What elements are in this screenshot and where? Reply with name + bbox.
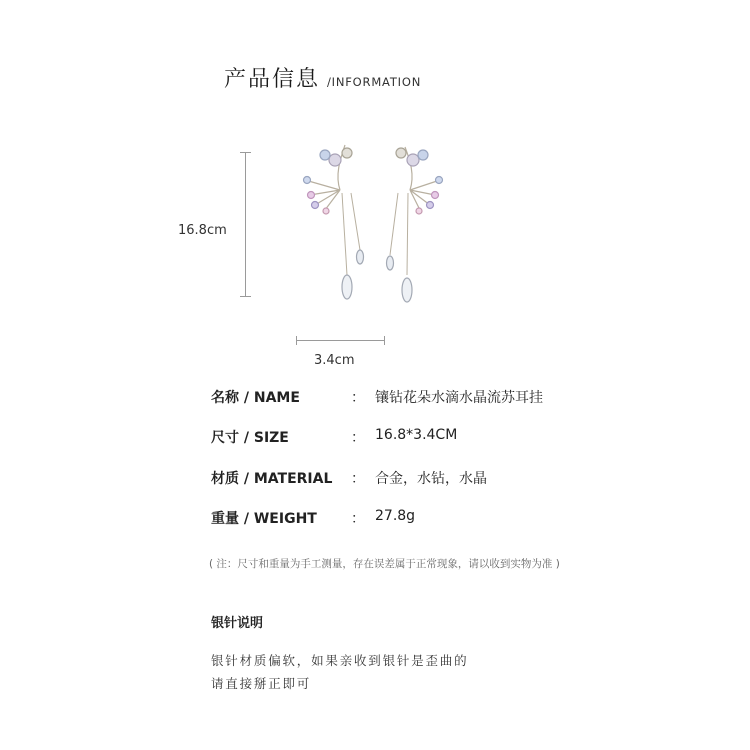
spec-material-value: 合金，水钻，水晶 bbox=[375, 471, 487, 487]
page-title: 产品信息 bbox=[224, 67, 321, 92]
silver-needle-line-2: 请直接掰正即可 bbox=[211, 676, 312, 691]
spec-size-value: 16.8*3.4CM bbox=[375, 427, 458, 443]
earring-product-image bbox=[295, 135, 450, 320]
silver-needle-title: 银针说明 bbox=[211, 616, 264, 631]
height-dimension-line bbox=[245, 152, 246, 297]
height-dimension-cap-bottom bbox=[240, 296, 251, 297]
spec-name-label: 名称 / NAME bbox=[211, 390, 300, 406]
spec-name-value: 镶钻花朵水滴水晶流苏耳挂 bbox=[375, 390, 543, 406]
spec-material-colon: ： bbox=[351, 471, 365, 487]
spec-weight-label: 重量 / WEIGHT bbox=[211, 511, 317, 527]
silver-needle-line-1: 银针材质偏软，如果亲收到银针是歪曲的 bbox=[211, 653, 469, 668]
right-earring bbox=[387, 147, 443, 302]
width-dimension-cap-right bbox=[384, 336, 385, 345]
width-dimension-line bbox=[296, 340, 384, 341]
height-dimension-label: 16.8cm bbox=[178, 223, 227, 238]
spec-weight-colon: ： bbox=[351, 511, 365, 527]
spec-size-label: 尺寸 / SIZE bbox=[211, 430, 289, 446]
page-subtitle: /INFORMATION bbox=[327, 75, 422, 89]
left-earring bbox=[304, 145, 364, 299]
measurement-note: ( 注：尺寸和重量为手工测量，存在误差属于正常现象，请以收到实物为准 ) bbox=[209, 558, 560, 570]
spec-material-label: 材质 / MATERIAL bbox=[211, 471, 333, 487]
spec-name-colon: ： bbox=[351, 390, 365, 406]
spec-weight-value: 27.8g bbox=[375, 508, 416, 524]
width-dimension-label: 3.4cm bbox=[314, 353, 355, 368]
spec-size-colon: ： bbox=[351, 430, 365, 446]
